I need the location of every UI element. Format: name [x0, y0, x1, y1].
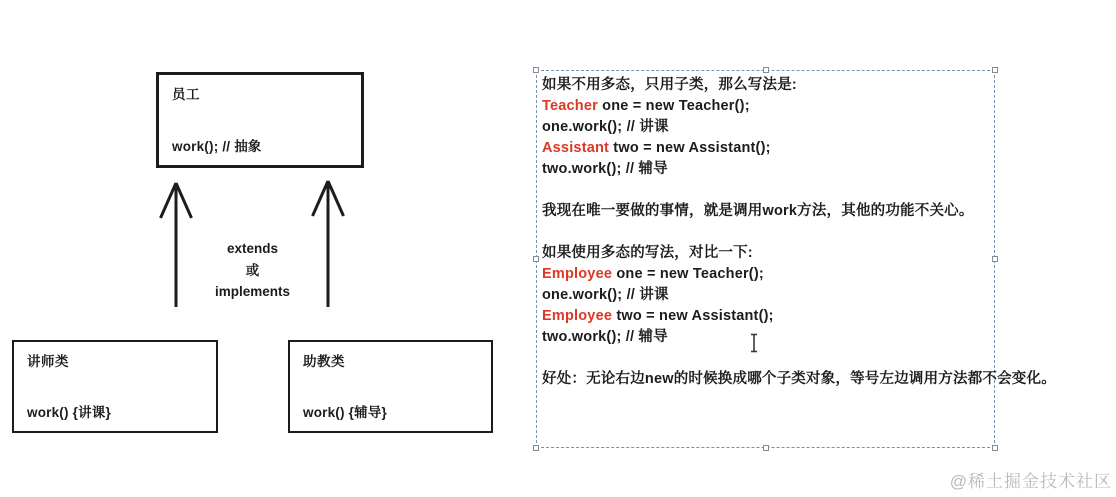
selection-handle-bottom-middle[interactable]	[763, 445, 769, 451]
class-method-teacher: work() {讲课}	[27, 405, 111, 420]
selection-handle-top-right[interactable]	[992, 67, 998, 73]
note-line: Employee one = new Teacher();	[542, 266, 764, 282]
note-line: Employee two = new Assistant();	[542, 308, 774, 324]
note-panel[interactable]	[536, 70, 1056, 448]
arrow-label	[200, 238, 305, 303]
note-line: one.work(); // 讲课	[542, 119, 669, 135]
note-lines	[542, 75, 1056, 390]
note-line: two.work(); // 辅导	[542, 329, 668, 345]
class-method-employee: work(); // 抽象	[172, 139, 262, 154]
arrow-label-implements: implements	[214, 284, 291, 299]
selection-handle-top-left[interactable]	[533, 67, 539, 73]
selection-handle-middle-left[interactable]	[533, 256, 539, 262]
class-title-teacher: 讲师类	[27, 354, 69, 369]
selection-handle-middle-right[interactable]	[992, 256, 998, 262]
selection-handle-bottom-left[interactable]	[533, 445, 539, 451]
class-box-assistant[interactable]	[288, 340, 493, 433]
class-method-assistant: work() {辅导}	[303, 405, 387, 420]
note-line: 如果不用多态，只用子类，那么写法是:	[542, 77, 797, 93]
selection-handle-bottom-right[interactable]	[992, 445, 998, 451]
note-line: Teacher one = new Teacher();	[542, 98, 750, 114]
note-line	[542, 348, 989, 369]
selection-handle-top-middle[interactable]	[763, 67, 769, 73]
arrow-label-or: 或	[245, 262, 260, 278]
class-title-employee: 员工	[172, 87, 200, 102]
left-arrow-head	[161, 183, 177, 218]
note-line: one.work(); // 讲课	[542, 287, 669, 303]
text-cursor-icon	[748, 333, 760, 353]
watermark: @稀土掘金技术社区	[949, 472, 1112, 491]
note-line: 我现在唯一要做的事情，就是调用work方法，其他的功能不关心。	[542, 203, 974, 219]
arrow-label-extends: extends	[226, 241, 279, 256]
note-line: two.work(); // 辅导	[542, 161, 668, 177]
right-arrow-head	[313, 181, 329, 216]
note-line	[542, 222, 989, 243]
class-title-assistant: 助教类	[303, 354, 345, 369]
note-line: 如果使用多态的写法，对比一下:	[542, 245, 753, 261]
class-box-teacher[interactable]	[12, 340, 218, 433]
note-line	[542, 180, 989, 201]
note-line: 好处：无论右边new的时候换成哪个子类对象，等号左边调用方法都不会变化。	[542, 371, 1056, 387]
note-line: Assistant two = new Assistant();	[542, 140, 771, 156]
